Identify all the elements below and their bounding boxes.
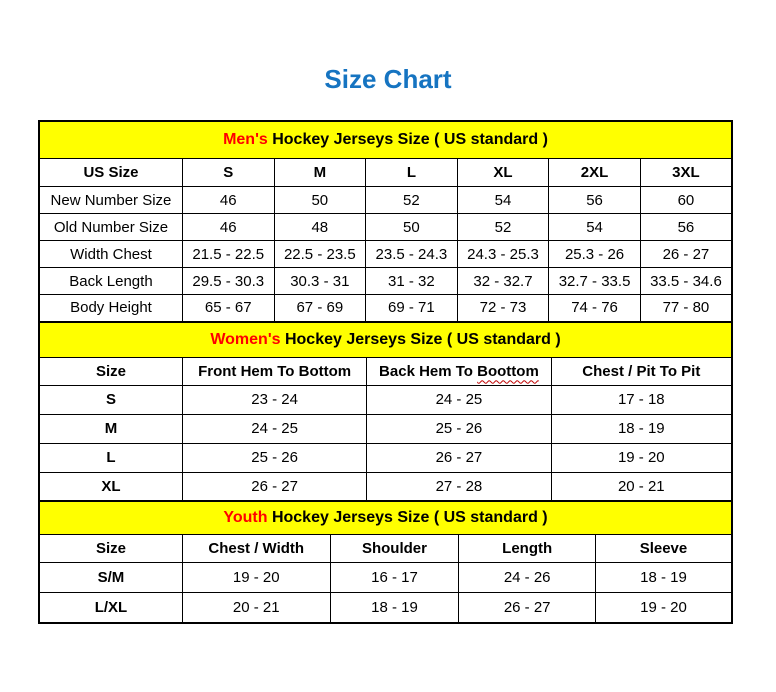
size-cell: 16 - 17 xyxy=(330,563,459,593)
size-cell: 33.5 - 34.6 xyxy=(640,268,732,295)
womens-banner-highlight: Women's xyxy=(210,330,281,348)
size-cell: 56 xyxy=(640,214,732,241)
mens-header-row xyxy=(39,159,732,187)
mens-banner-text: Hockey Jerseys Size ( US standard ) xyxy=(267,131,548,148)
size-cell: 25.3 - 26 xyxy=(549,241,641,268)
size-cell: 26 - 27 xyxy=(459,593,596,623)
mens-body xyxy=(39,187,732,322)
youth-banner-highlight: Youth xyxy=(223,509,268,526)
mens-column-header: 3XL xyxy=(640,159,732,187)
size-cell: 65 - 67 xyxy=(182,295,274,322)
table-row xyxy=(39,241,732,268)
womens-head xyxy=(39,322,732,386)
youth-banner-row xyxy=(39,501,732,535)
size-cell: 56 xyxy=(549,187,641,214)
row-label: Width Chest xyxy=(39,241,182,268)
womens-banner xyxy=(39,322,732,358)
size-cell: 23 - 24 xyxy=(182,385,366,414)
size-cell: 24 - 25 xyxy=(182,414,366,443)
mens-column-header: US Size xyxy=(39,159,182,187)
youth-body xyxy=(39,563,732,623)
size-cell: 69 - 71 xyxy=(366,295,458,322)
size-cell: 74 - 76 xyxy=(549,295,641,322)
size-cell: 50 xyxy=(274,187,366,214)
youth-header-row xyxy=(39,535,732,563)
size-cell: 54 xyxy=(549,214,641,241)
page-title: Size Chart xyxy=(324,64,452,94)
table-row xyxy=(39,472,732,501)
size-cell: 19 - 20 xyxy=(595,593,732,623)
size-cell: 77 - 80 xyxy=(640,295,732,322)
row-label: Old Number Size xyxy=(39,214,182,241)
size-cell: 19 - 20 xyxy=(182,563,330,593)
mens-banner xyxy=(39,121,732,159)
row-label: XL xyxy=(39,472,182,501)
womens-banner-row xyxy=(39,322,732,358)
size-cell: 22.5 - 23.5 xyxy=(274,241,366,268)
table-row xyxy=(39,414,732,443)
womens-column-header: Chest / Pit To Pit xyxy=(551,357,732,385)
youth-banner-text: Hockey Jerseys Size ( US standard ) xyxy=(267,509,548,526)
table-row xyxy=(39,295,732,322)
size-cell: 21.5 - 22.5 xyxy=(182,241,274,268)
size-cell: 27 - 28 xyxy=(367,472,551,501)
row-label: L xyxy=(39,443,182,472)
size-cell: 26 - 27 xyxy=(367,443,551,472)
row-label: New Number Size xyxy=(39,187,182,214)
size-cell: 50 xyxy=(366,214,458,241)
size-cell: 18 - 19 xyxy=(330,593,459,623)
size-cell: 24.3 - 25.3 xyxy=(457,241,549,268)
size-cell: 19 - 20 xyxy=(551,443,732,472)
size-cell: 30.3 - 31 xyxy=(274,268,366,295)
size-cell: 60 xyxy=(640,187,732,214)
table-row xyxy=(39,268,732,295)
youth-column-header: Chest / Width xyxy=(182,535,330,563)
size-cell: 17 - 18 xyxy=(551,385,732,414)
size-cell: 46 xyxy=(182,214,274,241)
size-cell: 32.7 - 33.5 xyxy=(549,268,641,295)
size-cell: 52 xyxy=(366,187,458,214)
youth-column-header: Size xyxy=(39,535,182,563)
mens-column-header: 2XL xyxy=(549,159,641,187)
table-row xyxy=(39,187,732,214)
size-cell: 20 - 21 xyxy=(551,472,732,501)
size-cell: 67 - 69 xyxy=(274,295,366,322)
mens-column-header: L xyxy=(366,159,458,187)
size-cell: 48 xyxy=(274,214,366,241)
table-row xyxy=(39,214,732,241)
row-label: L/XL xyxy=(39,593,182,623)
size-chart xyxy=(38,120,733,624)
youth-column-header: Shoulder xyxy=(330,535,459,563)
mens-size-table xyxy=(38,120,733,323)
size-cell: 26 - 27 xyxy=(182,472,366,501)
size-cell: 72 - 73 xyxy=(457,295,549,322)
size-cell: 23.5 - 24.3 xyxy=(366,241,458,268)
size-cell: 54 xyxy=(457,187,549,214)
mens-head xyxy=(39,121,732,187)
misspelled-word: Boottom xyxy=(477,362,539,380)
row-label: M xyxy=(39,414,182,443)
size-cell: 24 - 26 xyxy=(459,563,596,593)
row-label: Body Height xyxy=(39,295,182,322)
youth-column-header: Sleeve xyxy=(595,535,732,563)
size-cell: 31 - 32 xyxy=(366,268,458,295)
womens-banner-text: Hockey Jerseys Size ( US standard ) xyxy=(280,330,561,348)
size-cell: 46 xyxy=(182,187,274,214)
mens-column-header: XL xyxy=(457,159,549,187)
size-cell: 52 xyxy=(457,214,549,241)
row-label: Back Length xyxy=(39,268,182,295)
womens-body xyxy=(39,385,732,501)
size-cell: 29.5 - 30.3 xyxy=(182,268,274,295)
table-row xyxy=(39,563,732,593)
size-cell: 25 - 26 xyxy=(182,443,366,472)
youth-head xyxy=(39,501,732,563)
womens-size-table xyxy=(38,321,733,503)
size-cell: 24 - 25 xyxy=(367,385,551,414)
row-label: S/M xyxy=(39,563,182,593)
size-cell: 32 - 32.7 xyxy=(457,268,549,295)
youth-size-table xyxy=(38,500,733,624)
size-cell: 20 - 21 xyxy=(182,593,330,623)
mens-column-header: M xyxy=(274,159,366,187)
mens-banner-row xyxy=(39,121,732,159)
womens-column-header xyxy=(367,357,551,385)
mens-column-header: S xyxy=(182,159,274,187)
mens-banner-highlight: Men's xyxy=(223,131,268,148)
womens-header-row xyxy=(39,357,732,385)
youth-column-header: Length xyxy=(459,535,596,563)
table-row xyxy=(39,385,732,414)
womens-column-header: Front Hem To Bottom xyxy=(182,357,366,385)
womens-column-header: Size xyxy=(39,357,182,385)
size-cell: 18 - 19 xyxy=(551,414,732,443)
youth-banner xyxy=(39,501,732,535)
column-header-text: Back Hem To xyxy=(379,362,478,380)
size-cell: 25 - 26 xyxy=(367,414,551,443)
row-label: S xyxy=(39,385,182,414)
table-row xyxy=(39,593,732,623)
size-cell: 18 - 19 xyxy=(595,563,732,593)
table-row xyxy=(39,443,732,472)
size-cell: 26 - 27 xyxy=(640,241,732,268)
